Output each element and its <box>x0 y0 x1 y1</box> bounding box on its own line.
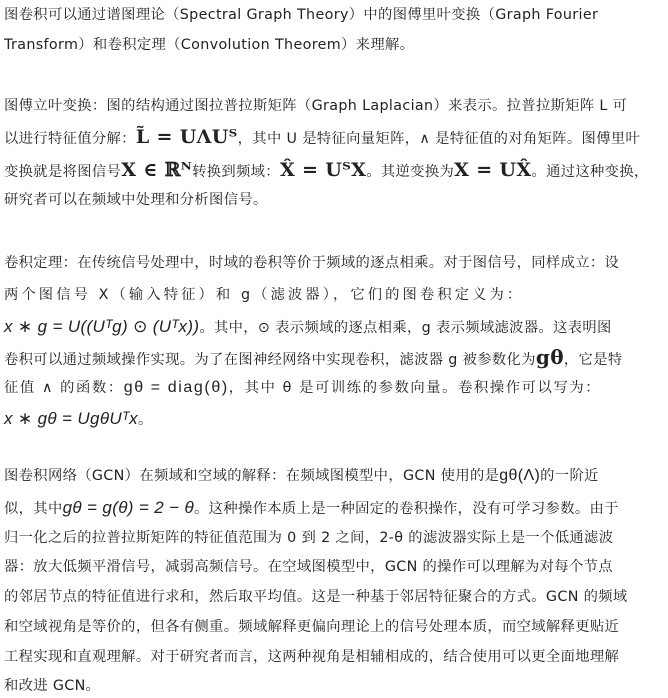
eq-eigendecomposition: L̃ = UΛUᵀ <box>135 126 238 148</box>
text-segment: ，其中 U 是特征向量矩阵，∧ 是特征值的对角矩阵。图傅里叶 <box>237 131 641 147</box>
text-segment: 征值 ∧ 的函数： <box>4 380 124 396</box>
text-segment: 以进行特征值分解： <box>4 131 136 147</box>
eq-filter-param: gθ <box>535 345 564 369</box>
paragraph-conv-line-1: 卷积定理：在传统信号处理中，时域的卷积等价于频域的逐点相乘。对于图信号，同样成立：设 <box>4 255 620 271</box>
eq-convolution-op: x ∗ gθ = UgθUᵀx <box>4 409 138 428</box>
text-segment: 变换就是将图信号 <box>4 164 122 180</box>
text-segment: 图卷积网络（GCN）在频域和空域的解释：在频域图模型中，GCN 使用的是 <box>4 468 500 484</box>
text-segment: 的一阶近 <box>540 468 599 484</box>
paragraph-gcn-line-5: 的邻居节点的特征值进行求和，然后取平均值。这是一种基于邻居特征聚合的方式。GCN 的频域 <box>4 589 628 605</box>
paragraph-fourier-line-3 <box>4 160 665 182</box>
eq-graph-convolution: x ∗ g = U((Uᵀg) ⊙ (Uᵀx)) <box>4 317 200 336</box>
paragraph-gcn-line-6: 和空域视角是等价的，但各有侧重。频域解释更偏向理论上的信号处理本质，而空域解释更贴近 <box>4 619 620 635</box>
paragraph-intro-line-2: Transform）和卷积定理（Convolution Theorem）来理解。 <box>4 37 415 53</box>
paragraph-fourier-line-2 <box>4 127 665 149</box>
text-segment: 卷积可以通过频域操作实现。为了在图神经网络中实现卷积，滤波器 g 被参数化为 <box>4 352 536 368</box>
paragraph-gcn-line-3: 归一化之后的拉普拉斯矩阵的特征值范围为 0 到 2 之间，2-θ 的滤波器实际上是一个低通滤波 <box>4 530 614 546</box>
text-segment: 似，其中 <box>4 501 63 517</box>
paragraph-gcn-line-8: 和改进 GCN。 <box>4 678 101 694</box>
paragraph-fourier-line-1: 图傅立叶变换：图的结构通过图拉普拉斯矩阵（Graph Laplacian）来表示。拉普拉斯矩阵 L 可 <box>4 98 628 114</box>
paragraph-conv-line-3 <box>4 317 665 338</box>
paragraph-conv-line-5 <box>4 378 665 398</box>
paragraph-conv-line-2: 两个图信号 X（输入特征）和 g（滤波器），它们的图卷积定义为： <box>4 287 525 303</box>
text-segment: 。这种操作本质上是一种固定的卷积操作，没有可学习参数。由于 <box>194 501 619 517</box>
eq-first-order-approx: gθ = g(θ) = 2 − θ <box>62 498 195 517</box>
paragraph-gcn-line-1 <box>4 466 665 486</box>
eq-forward-transform: X̂ = UᵀX <box>279 159 367 181</box>
eq-inverse-transform: X = UX̂ <box>454 159 532 181</box>
paragraph-gcn-line-4: 器：放大低频平滑信号，减弱高频信号。在空域图模型中，GCN 的操作可以理解为对每个节点 <box>4 559 613 575</box>
text-segment: 转换到频域： <box>192 164 280 180</box>
paragraph-gcn-line-7: 工程实现和直观理解。对于研究者而言，这两种视角是相辅相成的，结合使用可以更全面地理解 <box>4 649 620 665</box>
paragraph-fourier-line-4: 研究者可以在频域中处理和分析图信号。 <box>4 192 268 208</box>
text-segment: 。 <box>137 412 153 428</box>
text-segment: ，其中 θ 是可训练的参数向量。卷积操作可以写为： <box>228 380 602 396</box>
paragraph-gcn-line-2 <box>4 498 665 519</box>
paragraph-conv-line-6 <box>4 409 665 430</box>
eq-graph-signal: X ∈ ℝᴺ <box>121 159 193 181</box>
text-segment: 。通过这种变换， <box>531 164 649 180</box>
paragraph-conv-line-4 <box>4 347 665 370</box>
paragraph-intro-line-1: 图卷积可以通过谱图理论（Spectral Graph Theory）中的图傅里叶变换（Graph Fourier <box>4 7 599 23</box>
text-segment: 。其逆变换为 <box>366 164 455 180</box>
text-segment: ，它是特 <box>563 352 623 368</box>
text-segment: 。其中，⊙ 表示频域的逐点相乘，g 表示频域滤波器。这表明图 <box>199 320 612 336</box>
eq-g-lambda: gθ(Λ) <box>499 467 541 484</box>
eq-filter-diag: gθ = diag(θ) <box>123 379 229 396</box>
